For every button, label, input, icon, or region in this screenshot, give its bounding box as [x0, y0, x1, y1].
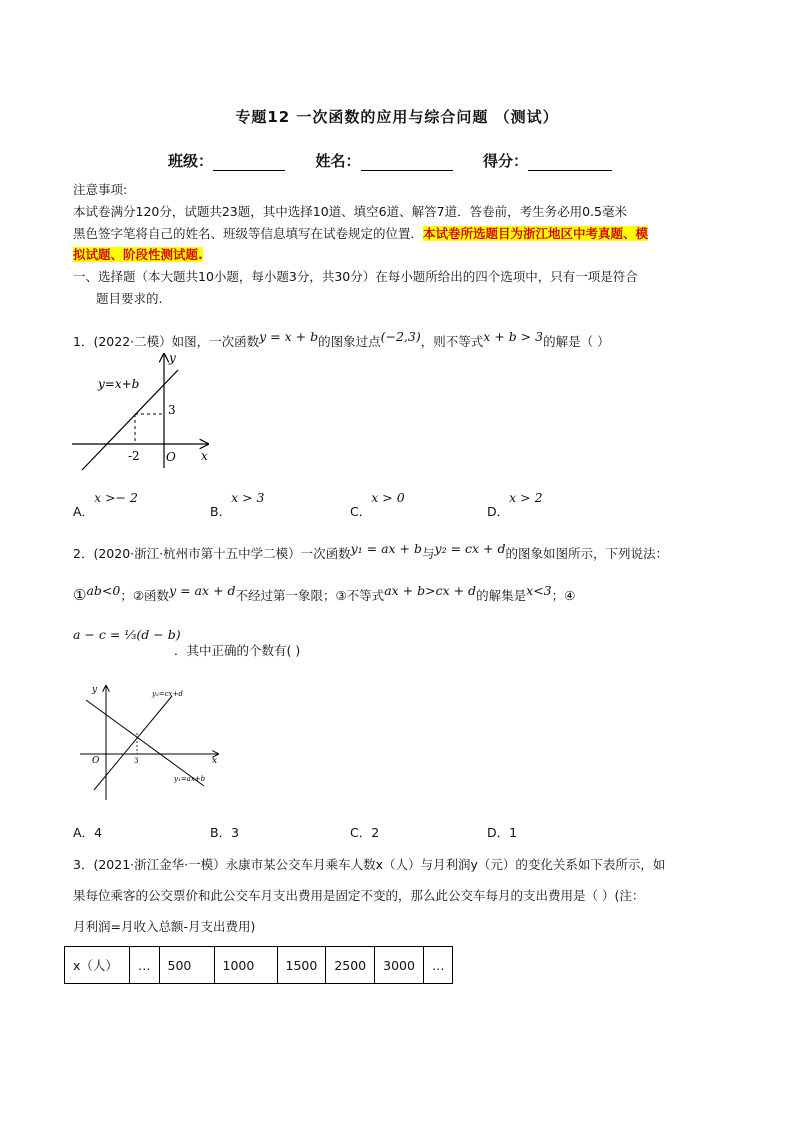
q1-option-a[interactable] [73, 488, 138, 519]
table-cell: 2500 [326, 947, 375, 984]
q1-x-tick: -2 [128, 449, 140, 463]
q2-option-a-letter: A． [73, 825, 95, 840]
q2-option-a[interactable] [73, 823, 102, 841]
q2-text-2: 与 [422, 546, 435, 562]
q1-option-c-letter: C． [350, 504, 372, 519]
notice-line-2-text: 黑色签字笔将自己的姓名、班级等信息填写在试卷规定的位置． [73, 226, 424, 241]
q3-data-table [64, 946, 453, 984]
q1-option-b-letter: B． [210, 504, 232, 519]
score-field[interactable] [528, 154, 612, 171]
q1-option-b[interactable] [210, 488, 265, 519]
q2-text-3: 的图象如图所示，下列说法： [505, 546, 669, 562]
table-cell: 1000 [214, 947, 277, 984]
q2-label-y1: y₁=ax+b [174, 775, 206, 783]
q2-option-d-letter: D． [487, 825, 510, 840]
q2-option-b[interactable] [210, 823, 239, 841]
question-2-graph [76, 682, 226, 804]
section-1-instructions: 一、选择题（本大题共10小题，每小题3分，共30分）在每小题所给出的四个选项中，只有一项是符合 [73, 269, 638, 284]
table-cell: 3000 [375, 947, 424, 984]
q2-formula-inequality: ax + b>cx + d [384, 583, 477, 598]
question-2-statement-4 [73, 626, 181, 644]
q1-text-1: 1．(2022·二模）如图，一次函数 [73, 334, 260, 350]
notice-line-2 [73, 225, 648, 243]
q2-option-d-value: 1 [509, 825, 518, 840]
q1-option-b-value: x > 3 [231, 490, 265, 505]
score-label: 得分： [482, 152, 528, 170]
question-3-line-2: 果每位乘客的公交票价和此公交车月支出费用是固定不变的，那么此公交车每月的支出费用是（ ）(注： [73, 888, 645, 903]
q1-text-4: 的解是（ ） [543, 334, 610, 350]
table-cell: 1500 [277, 947, 326, 984]
q2-label-y2: y₂=cx+d [152, 690, 183, 698]
table-cell: … [130, 947, 160, 984]
q1-formula-inequality: x + b > 3 [483, 329, 544, 344]
table-cell: x（人） [65, 947, 130, 984]
q1-option-d-letter: D． [487, 504, 510, 519]
q2-text-1: 2．(2020·浙江·杭州市第十五中学二模）一次函数 [73, 546, 351, 562]
q2-option-b-value: 3 [231, 825, 240, 840]
q1-option-a-value: x >− 2 [94, 490, 138, 505]
notice-line-1: 本试卷满分120分，试题共23题，其中选择10道、填空6道、解答7道．答卷前，考生务必用0.5毫米 [73, 204, 627, 219]
q1-option-a-letter: A． [73, 504, 95, 519]
q2-line-y1 [86, 700, 204, 786]
q1-x-axis-label: x [201, 449, 208, 463]
q2-option-b-letter: B． [210, 825, 232, 840]
notice-highlight-1: 本试卷所选题目为浙江地区中考真题、模 [423, 226, 649, 241]
q2-option-d[interactable] [487, 823, 517, 841]
q2-text-7: ；④ [551, 588, 576, 604]
student-info-fields [168, 150, 612, 171]
q2-circle-1: ① [73, 586, 87, 605]
table-row [65, 947, 453, 984]
question-1-graph [68, 350, 218, 475]
q1-text-3: ，则不等式 [420, 334, 484, 350]
q1-option-d-value: x > 2 [509, 490, 543, 505]
q2-x-axis-label: x [212, 756, 218, 766]
q1-option-d[interactable] [487, 488, 543, 519]
q2-option-c[interactable] [350, 823, 379, 841]
name-label: 姓名： [315, 152, 361, 170]
q2-question: ．其中正确的个数有( ) [174, 643, 301, 658]
q2-formula-relation: a − c = ⅓(d − b) [73, 627, 181, 642]
q2-origin: O [92, 756, 100, 766]
table-cell: … [423, 947, 453, 984]
q1-line-label: y=x+b [98, 377, 140, 391]
question-3-line-1: 3．(2021·浙江金华·一模）永康市某公交车月乘车人数x（人）与月利润y（元）的变化关系如下表所示，如 [73, 857, 666, 872]
question-2-stem [73, 540, 668, 563]
notice-line-3 [73, 246, 203, 264]
q2-y-axis-label: y [92, 685, 98, 695]
q2-x-tick: 3 [134, 757, 139, 765]
q2-option-c-letter: C． [350, 825, 372, 840]
q2-text-6: 的解集是 [476, 588, 527, 604]
q1-text-2: 的图象过点 [318, 334, 381, 350]
q2-option-c-value: 2 [371, 825, 380, 840]
q2-formula-ab: ab<0 [86, 583, 121, 598]
q1-option-c-value: x > 0 [371, 490, 405, 505]
q2-formula-solution: x<3 [526, 583, 552, 598]
question-1-stem [73, 328, 610, 351]
q2-formula-function: y = ax + d [169, 583, 236, 598]
q1-y-axis-label: y [169, 351, 176, 365]
class-field[interactable] [213, 154, 285, 171]
q2-text-5: 不经过第一象限；③不等式 [235, 588, 385, 604]
page-title: 专题12 一次函数的应用与综合问题 （测试） [235, 108, 559, 126]
question-2-statements [73, 582, 575, 605]
name-field[interactable] [361, 154, 453, 171]
q1-formula-function: y = x + b [259, 329, 319, 344]
class-label: 班级： [168, 152, 214, 170]
q1-origin: O [166, 450, 176, 464]
q2-formula-y1: y₁ = ax + b [350, 541, 423, 556]
q2-option-a-value: 4 [94, 825, 103, 840]
notice-highlight-2: 拟试题、阶段性测试题. [73, 247, 203, 262]
q2-text-4: ；②函数 [120, 588, 170, 604]
notice-heading: 注意事项: [73, 182, 128, 197]
q1-option-c[interactable] [350, 488, 405, 519]
table-cell: 500 [159, 947, 214, 984]
q1-y-tick: 3 [168, 403, 176, 417]
q2-formula-y2: y₂ = cx + d [434, 541, 506, 556]
q1-formula-point: (−2,3) [380, 329, 421, 344]
question-3-line-3: 月利润=月收入总额-月支出费用) [73, 919, 256, 934]
section-1-instructions-cont: 题目要求的. [96, 291, 163, 306]
